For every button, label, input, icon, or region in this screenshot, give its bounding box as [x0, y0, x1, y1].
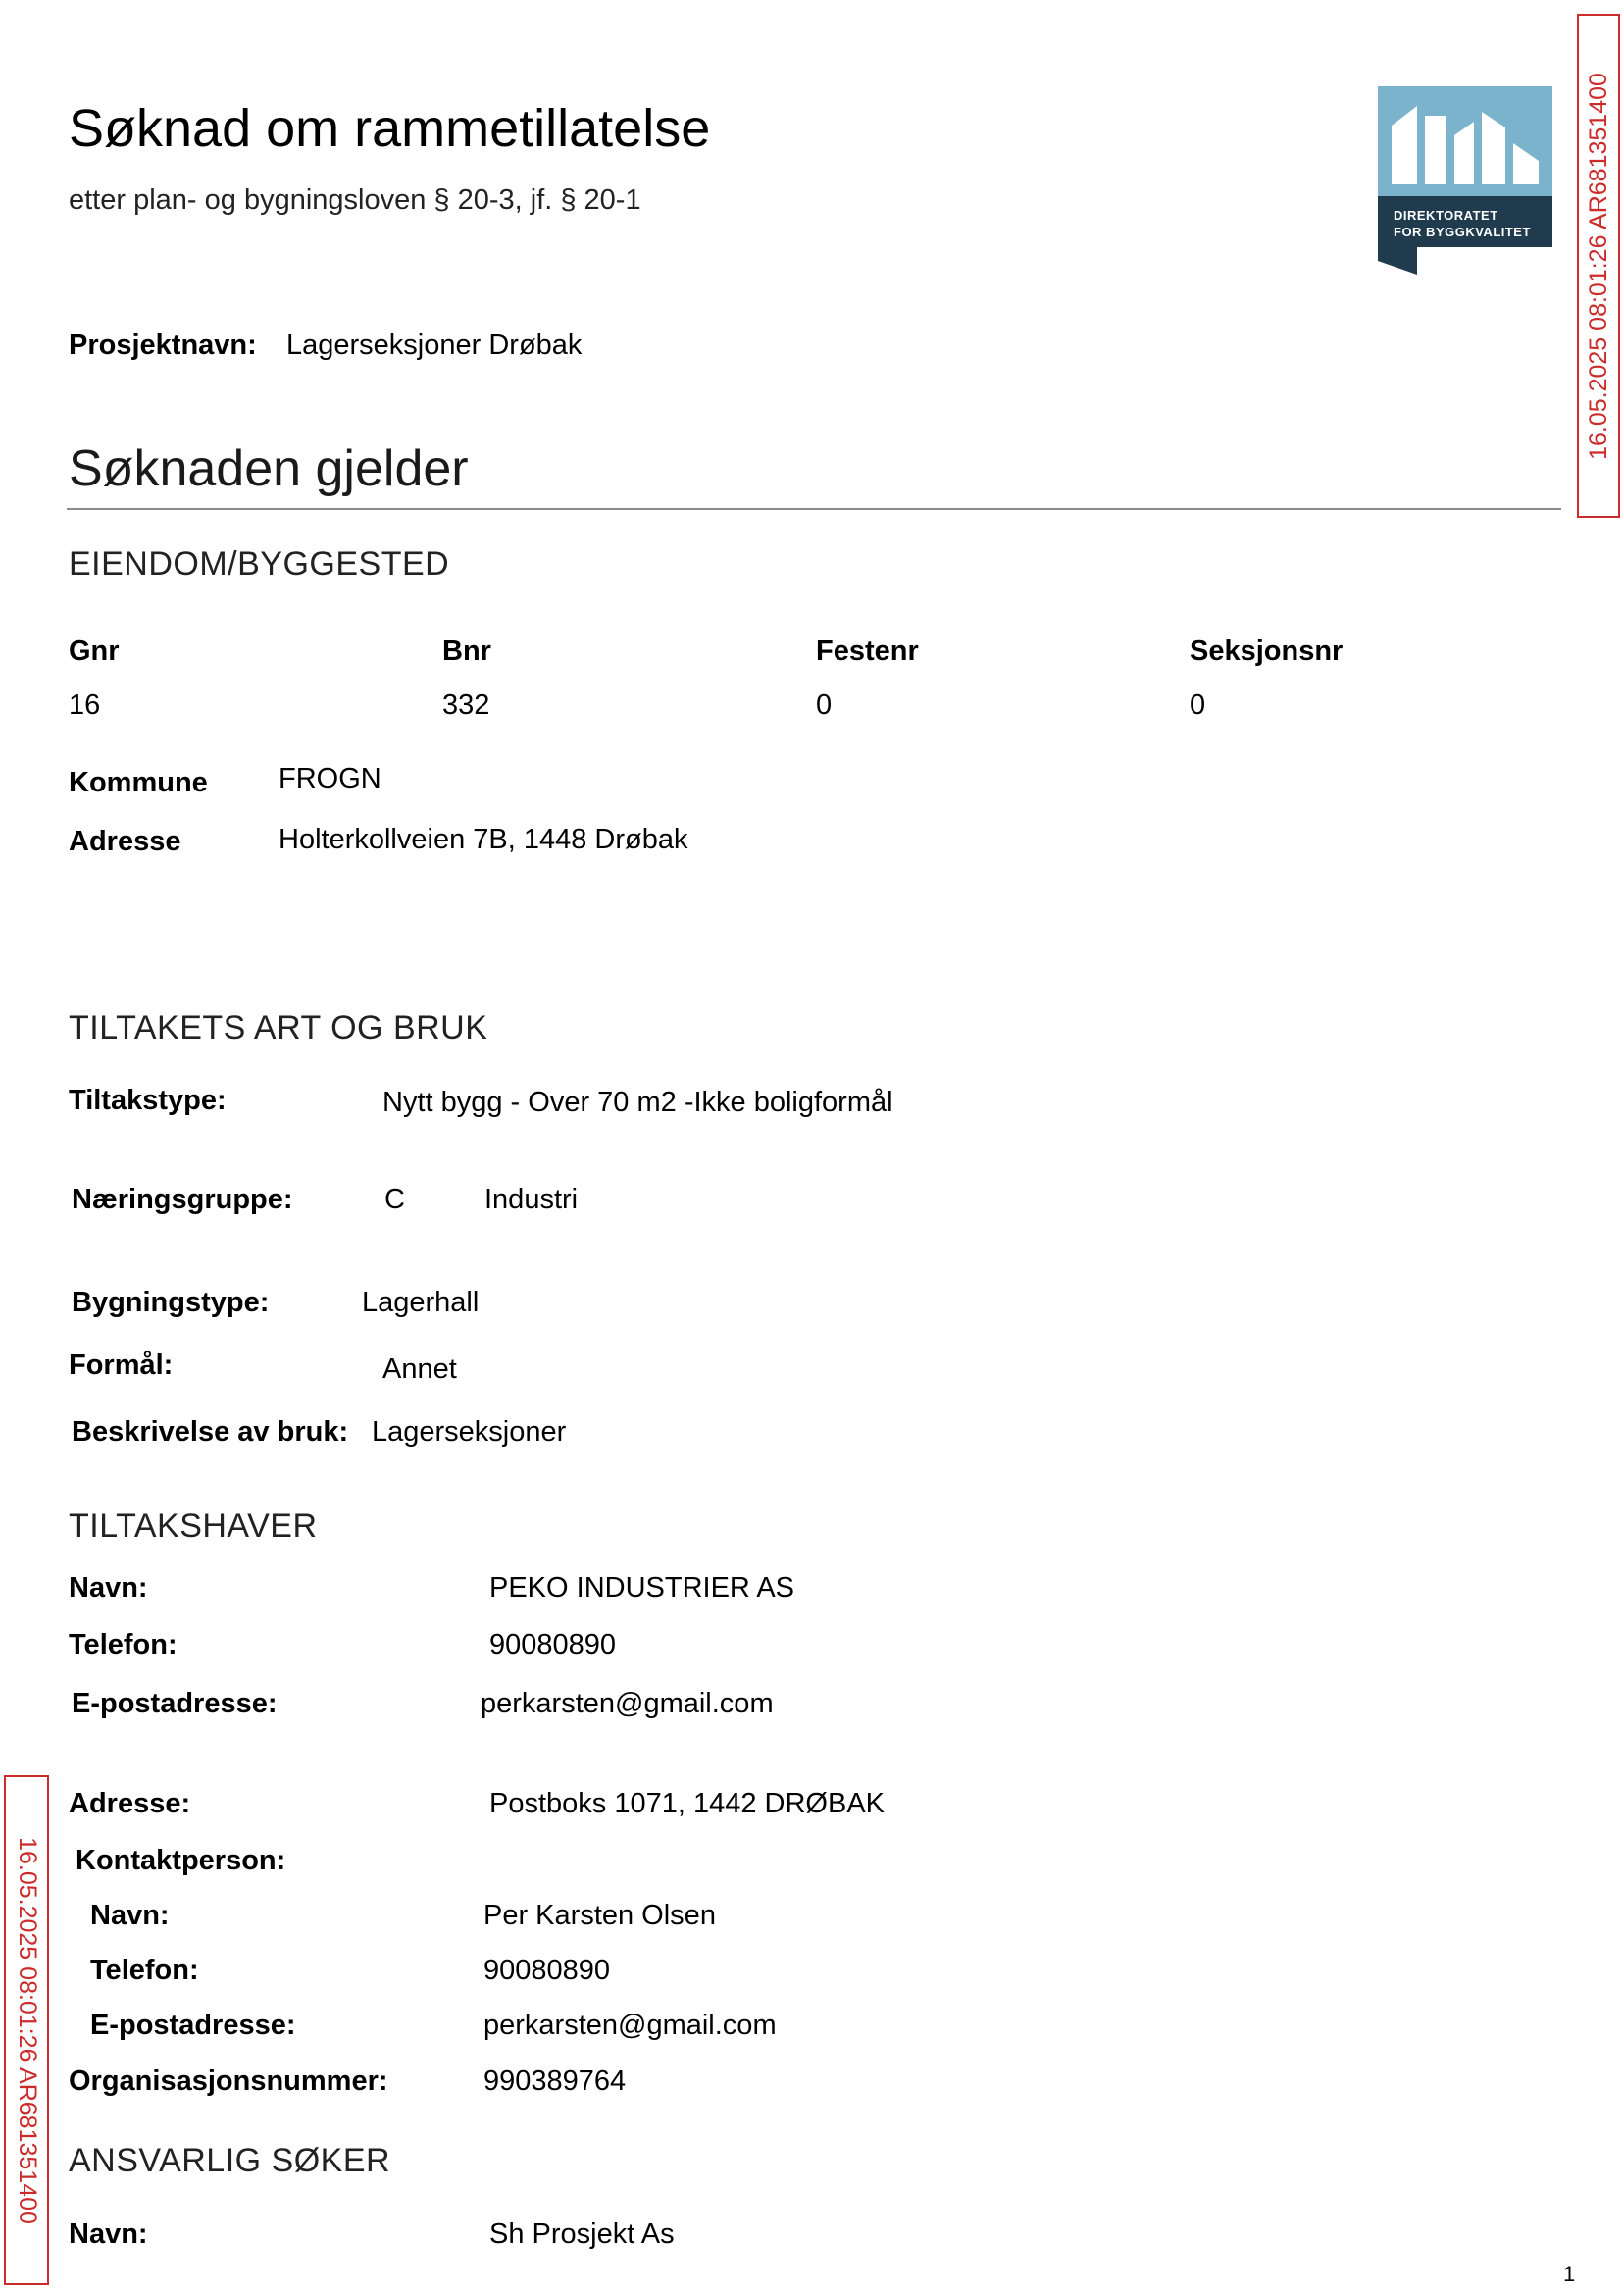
heading-tiltak: TILTAKETS ART OG BRUK [69, 1009, 488, 1046]
logo-text-line1: DIREKTORATET [1394, 208, 1498, 223]
festenr-value: 0 [816, 689, 833, 721]
formal-label: Formål: [69, 1350, 174, 1381]
section-title: Søknaden gjelder [69, 440, 469, 497]
project-label: Prosjektnavn: [69, 330, 257, 361]
orgnr-label: Organisasjonsnummer: [69, 2065, 388, 2097]
tiltakshaver-telefon-value: 90080890 [489, 1629, 617, 1660]
naeringsgruppe-value: Industri [484, 1184, 579, 1215]
logo-text-line2: FOR BYGGKVALITET [1394, 225, 1531, 239]
formal-value: Annet [382, 1353, 457, 1385]
received-stamp-left [4, 1775, 49, 2285]
seksjonsnr-label: Seksjonsnr [1190, 636, 1344, 667]
bygningstype-value: Lagerhall [362, 1287, 480, 1318]
kontakt-telefon-value: 90080890 [483, 1955, 611, 1986]
project-value: Lagerseksjoner Drøbak [286, 330, 583, 361]
ansvarlig-navn-value: Sh Prosjekt As [489, 2218, 675, 2250]
page-number: 1 [1563, 2262, 1576, 2286]
kontaktperson-label: Kontaktperson: [76, 1845, 286, 1876]
gnr-label: Gnr [69, 636, 120, 667]
document-subtitle: etter plan- og bygningsloven § 20-3, jf. § 20-1 [69, 184, 641, 216]
tiltakshaver-adresse-label: Adresse: [69, 1788, 191, 1819]
naeringsgruppe-code: C [384, 1184, 405, 1215]
dibk-logo-graphic [1378, 86, 1552, 275]
kommune-label: Kommune [69, 767, 208, 798]
bygningstype-label: Bygningstype: [72, 1287, 270, 1318]
heading-eiendom: EIENDOM/BYGGESTED [69, 545, 450, 583]
ansvarlig-navn-label: Navn: [69, 2218, 148, 2250]
tiltakshaver-telefon-label: Telefon: [69, 1629, 178, 1660]
kontakt-navn-value: Per Karsten Olsen [483, 1900, 716, 1931]
document-title: Søknad om rammetillatelse [69, 99, 711, 158]
tiltakstype-label: Tiltakstype: [69, 1085, 227, 1116]
beskrivelse-label: Beskrivelse av bruk: [72, 1416, 349, 1448]
stamp-text: 16.05.2025 08:01:26 AR681351400 [13, 1836, 41, 2224]
heading-tiltakshaver: TILTAKSHAVER [69, 1507, 318, 1545]
tiltakshaver-epost-value: perkarsten@gmail.com [481, 1688, 774, 1719]
tiltakshaver-navn-value: PEKO INDUSTRIER AS [489, 1572, 795, 1604]
kontakt-navn-label: Navn: [90, 1900, 170, 1931]
dibk-logo [1378, 86, 1552, 275]
kommune-value: FROGN [279, 763, 381, 794]
tiltakshaver-navn-label: Navn: [69, 1572, 148, 1604]
adresse-label: Adresse [69, 826, 181, 857]
kontakt-epost-value: perkarsten@gmail.com [483, 2010, 777, 2041]
tiltakshaver-adresse-value: Postboks 1071, 1442 DRØBAK [489, 1788, 886, 1819]
seksjonsnr-value: 0 [1190, 689, 1206, 721]
gnr-value: 16 [69, 689, 101, 721]
kontakt-telefon-label: Telefon: [90, 1955, 199, 1986]
festenr-label: Festenr [816, 636, 919, 667]
bnr-value: 332 [442, 689, 490, 721]
section-divider [67, 508, 1561, 510]
orgnr-value: 990389764 [483, 2065, 627, 2097]
naeringsgruppe-label: Næringsgruppe: [72, 1184, 293, 1215]
adresse-value: Holterkollveien 7B, 1448 Drøbak [279, 824, 688, 855]
heading-ansvarlig-soker: ANSVARLIG SØKER [69, 2142, 391, 2179]
tiltakstype-value: Nytt bygg - Over 70 m2 -Ikke boligformål [382, 1087, 893, 1118]
received-stamp-top [1577, 14, 1620, 518]
kontakt-epost-label: E-postadresse: [90, 2010, 296, 2041]
bnr-label: Bnr [442, 636, 491, 667]
beskrivelse-value: Lagerseksjoner [372, 1416, 567, 1448]
tiltakshaver-epost-label: E-postadresse: [72, 1688, 278, 1719]
stamp-text: 16.05.2025 08:01:26 AR681351400 [1584, 72, 1612, 460]
